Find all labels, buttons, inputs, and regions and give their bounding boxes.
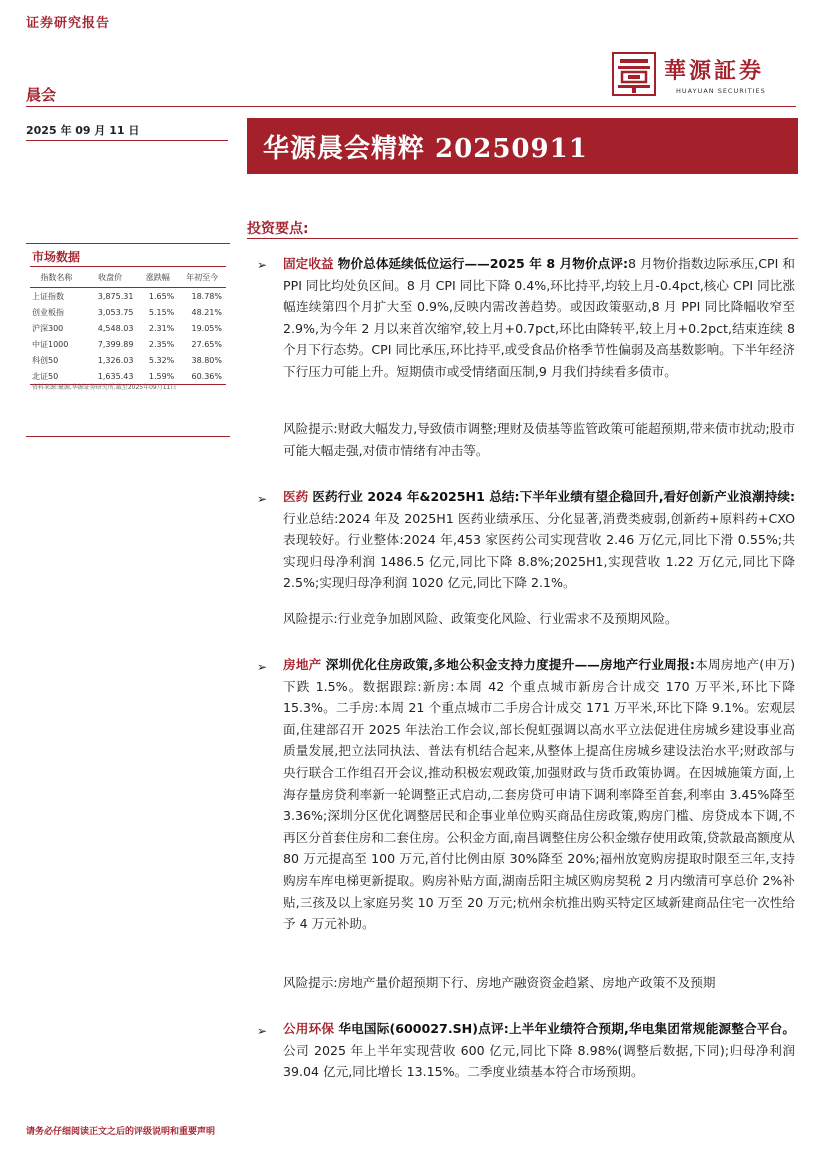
pharma-risk: 风险提示:行业竞争加剧风险、政策变化风险、行业需求不及预期风险。 xyxy=(283,611,678,626)
fixed-income-paragraph xyxy=(283,253,795,383)
close-price: 3,053.75 xyxy=(97,307,134,317)
change-pct: 2.31% xyxy=(148,323,175,333)
ytd-pct: 38.80% xyxy=(191,355,222,365)
disclaimer-footer: 请务必仔细阅读正文之后的评级说明和重要声明 xyxy=(26,1127,216,1137)
ytd-pct: 18.78% xyxy=(191,291,222,301)
change-pct: 1.65% xyxy=(148,291,175,301)
points-divider xyxy=(247,238,798,239)
item-body: 8 月物价指数边际承压,CPI 和 PPI 同比均处负区间。8 月 CPI 同比下降 0.4%,环比持平,均较上月-0.4pct,核心 CPI 同比涨幅连续第四个月扩大至 0.9%,反映内需改善趋势。或因政策驱动,8 月 PPI 同比降幅收窄至 2.9%,为今年 2 月以来首次缩窄,较上月+0.7pct,环比由降转平,较上月+0.2pct,结束连续 8 个月下行态势。CPI 同比承压,环比持平,或受食品价格季节性偏弱及高基数影响。下半年经济下行压力可能上升。短期债市或受情绪面压制,9 月我们持续看多债市。 xyxy=(283,256,795,379)
ytd-pct: 19.05% xyxy=(191,323,222,333)
bullet-arrow-icon: ➢ xyxy=(257,1024,268,1038)
item-category-tag: 医药 xyxy=(283,489,309,504)
fixed-income-risk: 风险提示:财政大幅发力,导致债市调整;理财及债基等监管政策可能超预期,带来债市扰动;股市可能大幅走强,对债市情绪有冲击等。 xyxy=(283,421,795,458)
change-pct: 1.59% xyxy=(137,368,178,385)
item-headline: 物价总体延续低位运行——2025 年 8 月物价点评: xyxy=(337,256,629,271)
pharma-paragraph xyxy=(283,486,795,594)
real-estate-paragraph xyxy=(283,654,795,935)
report-date: 2025 年 09 月 11 日 xyxy=(26,124,140,137)
logo-english-name: HUAYUAN SECURITIES xyxy=(676,87,766,95)
close-price: 1,635.43 xyxy=(83,368,138,385)
table-row xyxy=(30,352,226,368)
change-pct: 5.15% xyxy=(148,307,175,317)
report-type-label: 证券研究报告 xyxy=(26,16,111,31)
utilities-paragraph xyxy=(283,1018,795,1083)
logo-wordmark: 華源証券 xyxy=(664,58,765,84)
index-name: 沪深300 xyxy=(32,323,64,333)
change-pct: 2.35% xyxy=(148,339,175,349)
close-price: 3,875.31 xyxy=(97,291,134,301)
bullet-arrow-icon: ➢ xyxy=(257,660,268,674)
bullet-arrow-icon: ➢ xyxy=(257,492,268,506)
index-name: 科创50 xyxy=(32,355,59,365)
table-row xyxy=(30,320,226,336)
index-name: 北证50 xyxy=(30,368,83,385)
table-row xyxy=(30,288,226,305)
huayuan-logo-icon xyxy=(612,52,656,96)
close-price: 7,399.89 xyxy=(97,339,134,349)
item-body: 本周房地产(申万)下跌 1.5%。数据跟踪:新房:本周 42 个重点城市新房合计成交 170 万平米,环比下降 15.3%。二手房:本周 21 个重点城市二手房合计成交 171 万平米,环比下降 9.1%。宏观层面,住建部召开 2025 年法治工作会议,部长倪虹强调以高水平立法促进住房城乡建设事业高质量发展,把立法同执法、普法有机结合起来,从整体上提高住房城乡建设法治水平;财政部与央行联合工作组召开会议,推动积极宏观政策,加强财政与货币政策协调。在因城施策方面,上海存量房贷利率新一轮调整正式启动,二套房贷可申请下调利率降至首套,利率由 3.45%降至 3.36%;深圳分区优化调整居民和企事业单位购买商品住房政策,购房门槛、房贷成本下调,不再区分首套住房和二套住房。公积金方面,南昌调整住房公积金缴存使用政策,贷款最高额度从 80 万元提高至 100 万元,首付比例由原 30%降至 20%;福州放宽购房提取时限至三年,支持购房车库电梯更新提取。购房补贴方面,湖南岳阳主城区购房契税 2 月内缴清可享总价 2%补贴,三孩及以上家庭另奖 10 万至 20 万元;杭州余杭推出购买特定区域新建商品住宅一次性给予 4 万元补助。 xyxy=(283,657,796,932)
market-data-heading: 市场数据 xyxy=(32,250,81,264)
market-data-table xyxy=(30,266,226,385)
index-name: 创业板指 xyxy=(32,307,64,317)
market-data-source: 资料来源:聚源,华源证券研究所,截至2025年09月11日 xyxy=(32,384,177,391)
bullet-arrow-icon: ➢ xyxy=(257,258,268,272)
table-row xyxy=(30,336,226,352)
column-header: 年初至今 xyxy=(178,267,226,288)
close-price: 1,326.03 xyxy=(97,355,134,365)
item-category-tag: 房地产 xyxy=(283,657,322,672)
date-divider xyxy=(26,140,228,141)
market-bottom-rule xyxy=(26,436,230,437)
index-name: 上证指数 xyxy=(32,291,64,301)
ytd-pct: 27.65% xyxy=(191,339,222,349)
item-body: 公司 2025 年上半年实现营收 600 亿元,同比下降 8.98%(调整后数据,下同);归母净利润 39.04 亿元,同比增长 13.15%。二季度业绩基本符合市场预期。 xyxy=(283,1042,795,1080)
close-price: 4,548.03 xyxy=(97,323,134,333)
item-headline: 深圳优化住房政策,多地公积金支持力度提升——房地产行业周报: xyxy=(325,657,695,672)
section-label: 晨会 xyxy=(26,86,57,104)
item-body: 行业总结:2024 年及 2025H1 医药业绩承压、分化显著,消费类疲弱,创新药+原料药+CXO 表现较好。行业整体:2024 年,453 家医药公司实现营收 2.46 万亿元,同比下滑 0.55%;共实现归母净利润 1486.5 亿元,同比下降 8.8%;2025H1,实现营收 1.22 万亿元,同比下降 2.5%;实现归母净利润 1020 亿元,同比下降 2.1%。 xyxy=(283,510,795,591)
table-row xyxy=(30,304,226,320)
column-header: 涨跌幅 xyxy=(137,267,178,288)
column-header: 收盘价 xyxy=(83,267,138,288)
item-category-tag: 固定收益 xyxy=(283,256,334,271)
item-headline: 医药行业 2024 年&2025H1 总结:下半年业绩有望企稳回升,看好创新产业浪潮持续: xyxy=(312,489,796,504)
item-headline: 华电国际(600027.SH)点评:上半年业绩符合预期,华电集团常规能源整合平台。 xyxy=(338,1021,795,1036)
header-divider xyxy=(26,106,796,107)
real-estate-risk: 风险提示:房地产量价超预期下行、房地产融资资金趋紧、房地产政策不及预期 xyxy=(283,975,716,990)
index-name: 中证1000 xyxy=(32,339,69,349)
change-pct: 5.32% xyxy=(148,355,175,365)
ytd-pct: 60.36% xyxy=(178,368,226,385)
page-title: 华源晨会精粹 20250911 xyxy=(263,134,588,164)
table-header-row xyxy=(30,267,226,288)
ytd-pct: 48.21% xyxy=(191,307,222,317)
column-header: 指数名称 xyxy=(30,267,83,288)
investment-points-heading: 投资要点: xyxy=(247,221,309,237)
market-top-rule xyxy=(26,243,230,244)
item-category-tag: 公用环保 xyxy=(283,1021,335,1036)
